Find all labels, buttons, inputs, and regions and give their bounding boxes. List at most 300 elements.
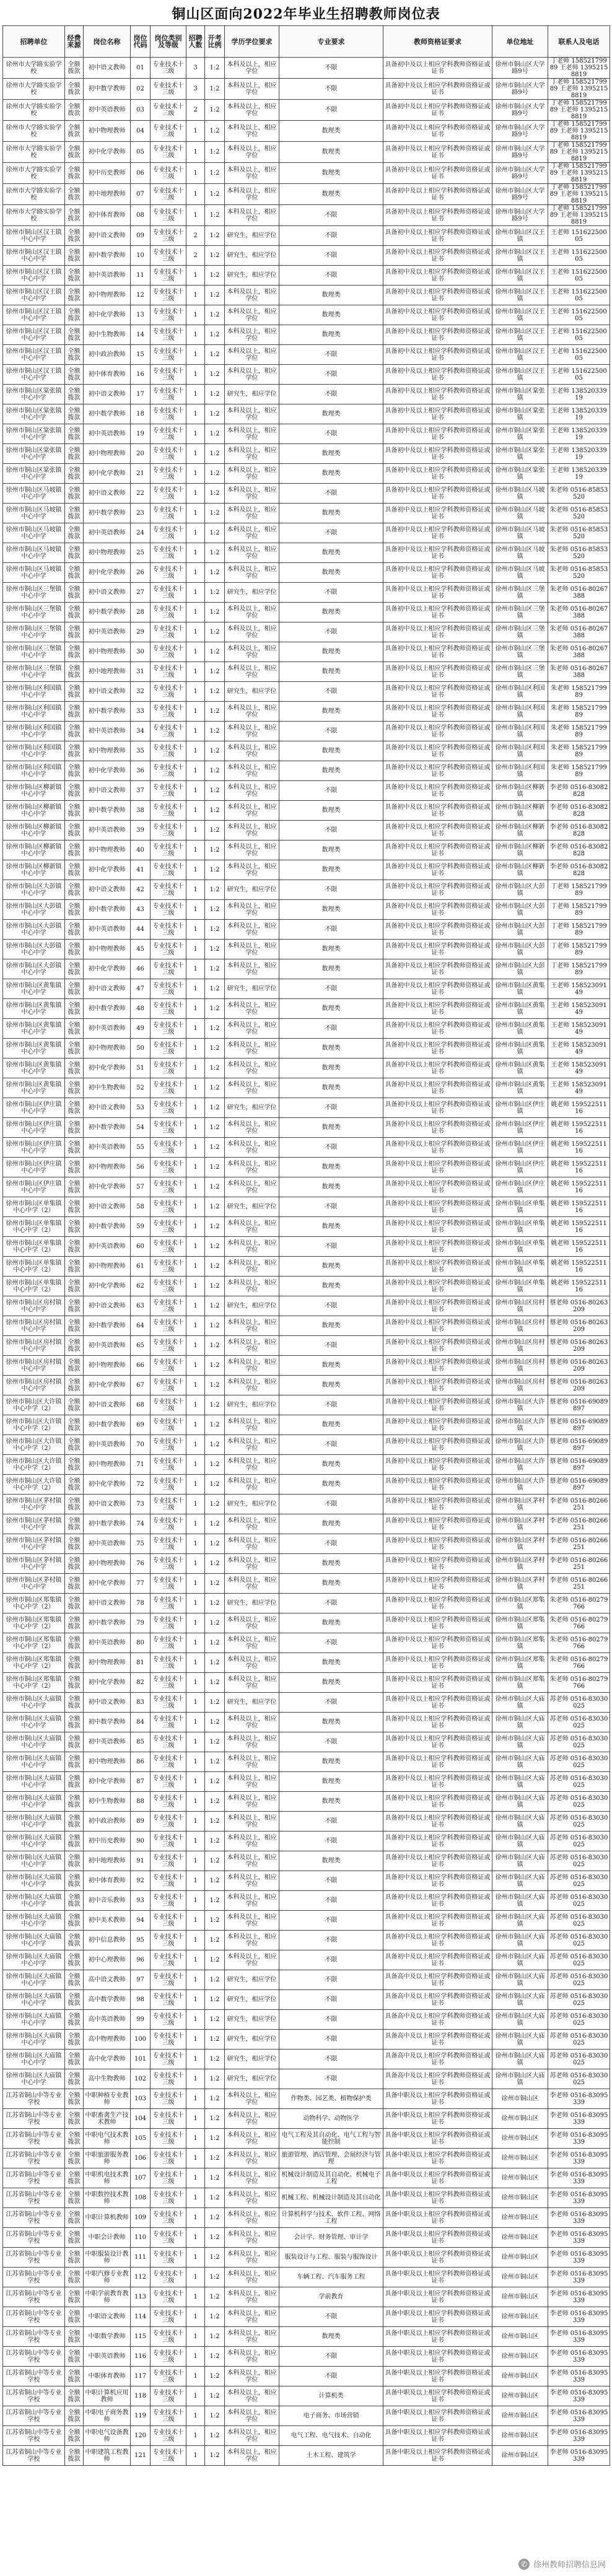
- table-cell: 24: [131, 523, 151, 543]
- table-cell: 具备初中及以上相应学科教师资格证或证书: [383, 1475, 492, 1495]
- table-cell: 07: [131, 184, 151, 205]
- table-cell: 专业技术十三级: [151, 2327, 186, 2347]
- table-cell: 11: [131, 266, 151, 286]
- table-cell: 57: [131, 1177, 151, 1197]
- table-cell: 王老师 15162250005: [548, 305, 610, 325]
- table-cell: 55: [131, 1138, 151, 1158]
- table-cell: 1: [186, 1950, 205, 1970]
- table-cell: 李老师 0516-83082828: [548, 781, 610, 801]
- table-cell: 1: [186, 821, 205, 840]
- table-row: [3, 2089, 610, 2109]
- table-cell: 初中数学教师: [84, 79, 131, 100]
- table-cell: 具备初中及以上相应学科教师资格证或证书: [383, 1851, 492, 1871]
- table-cell: 研究生，相应学位: [225, 1693, 279, 1713]
- table-cell: 初中数学教师: [84, 1613, 131, 1633]
- table-cell: 徐州市铜山区单集镇: [492, 1257, 548, 1277]
- table-cell: 116: [131, 2347, 151, 2367]
- table-cell: 徐州市铜山区郑集镇中心中学（2）: [3, 1594, 65, 1613]
- table-cell: 中职语文教师: [84, 2307, 131, 2327]
- table-cell: 1:2: [205, 58, 225, 79]
- table-cell: 具备初中及以上相应学科教师资格证或证书: [383, 1296, 492, 1316]
- positions-table: [2, 25, 610, 2466]
- table-cell: 全额拨款: [65, 2248, 84, 2268]
- table-cell: 徐州市铜山区茅村镇: [492, 1514, 548, 1534]
- table-cell: 1:2: [205, 2129, 225, 2149]
- table-cell: 全额拨款: [65, 2109, 84, 2129]
- table-cell: 初中物理教师: [84, 1158, 131, 1177]
- table-cell: 具备初中及以上相应学科教师资格证或证书: [383, 682, 492, 702]
- table-cell: 专业技术十三级: [151, 142, 186, 163]
- column-header: 招聘人数: [186, 26, 205, 58]
- table-cell: 1: [186, 781, 205, 801]
- table-cell: 徐州市铜山区大庙镇中心中学: [3, 1851, 65, 1871]
- table-cell: 具备初中及以上相应学科教师资格证或证书: [383, 1118, 492, 1138]
- table-cell: 全额拨款: [65, 246, 84, 266]
- table-cell: 不限: [279, 1197, 383, 1217]
- table-cell: 全额拨款: [65, 1118, 84, 1138]
- table-cell: 初中化学教师: [84, 1673, 131, 1693]
- table-cell: 丁老师 15852179989 王老师 13952158819: [548, 100, 610, 121]
- table-row: [3, 1673, 610, 1693]
- table-cell: 徐州市铜山区汉王镇中心中学: [3, 286, 65, 305]
- table-cell: 72: [131, 1475, 151, 1495]
- table-cell: 专业技术十三级: [151, 1713, 186, 1732]
- table-row: [3, 761, 610, 781]
- table-cell: 专业技术十三级: [151, 365, 186, 385]
- table-cell: 具备初中及以上相应学科教师资格证或证书: [383, 1871, 492, 1891]
- table-cell: 李老师 0516-83095339: [548, 2129, 610, 2149]
- column-header: 经费来源: [65, 26, 84, 58]
- table-cell: 专业技术十三级: [151, 1039, 186, 1059]
- table-cell: 全额拨款: [65, 642, 84, 662]
- table-cell: 不限: [279, 1693, 383, 1713]
- table-cell: 1: [186, 1752, 205, 1772]
- table-cell: 专业技术十三级: [151, 1832, 186, 1851]
- table-cell: 具备初中及以上相应学科教师资格证或证书: [383, 1415, 492, 1435]
- table-cell: 1:2: [205, 2228, 225, 2248]
- table-cell: 专业技术十三级: [151, 2010, 186, 2030]
- table-cell: 本科及以上，相应学位: [225, 2406, 279, 2426]
- table-cell: 徐州市铜山区汉王镇: [492, 226, 548, 246]
- table-cell: 初中数学教师: [84, 999, 131, 1019]
- table-cell: 徐州市铜山区: [492, 2347, 548, 2367]
- table-cell: 42: [131, 880, 151, 900]
- table-cell: 1: [186, 920, 205, 940]
- table-cell: 不限: [279, 880, 383, 900]
- table-cell: 专业技术十三级: [151, 305, 186, 325]
- table-cell: 专业技术十三级: [151, 900, 186, 920]
- table-cell: 研究生，相应学位: [225, 1970, 279, 1990]
- table-cell: 数理类: [279, 1316, 383, 1336]
- table-cell: 姚老师 15952251116: [548, 1257, 610, 1277]
- table-cell: 数理类: [279, 662, 383, 682]
- table-cell: 专业技术十三级: [151, 2168, 186, 2188]
- table-cell: 不限: [279, 345, 383, 365]
- table-cell: 徐州市铜山区大学路9号: [492, 58, 548, 79]
- table-cell: 专业技术十三级: [151, 266, 186, 286]
- table-cell: 徐州市铜山区单集镇: [492, 1197, 548, 1217]
- table-cell: 朱老师 0516-80267388: [548, 662, 610, 682]
- table-cell: 初中物理教师: [84, 642, 131, 662]
- table-cell: 具备初中及以上相应学科教师资格证或证书: [383, 940, 492, 959]
- table-cell: 苏老师 0516-83030025: [548, 1851, 610, 1871]
- table-cell: 苏老师 0516-83030025: [548, 1891, 610, 1911]
- table-cell: 徐州市铜山区大庙镇: [492, 1970, 548, 1990]
- table-cell: 数理类: [279, 741, 383, 761]
- table-cell: 全额拨款: [65, 2050, 84, 2069]
- table-cell: 徐州市铜山区大庙镇: [492, 2050, 548, 2069]
- table-cell: 徐州市铜山区: [492, 2367, 548, 2386]
- table-cell: 徐州市大学路实验学校: [3, 142, 65, 163]
- table-cell: 具备初中及以上相应学科教师资格证或证书: [383, 1277, 492, 1296]
- table-cell: 初中英语教师: [84, 821, 131, 840]
- table-cell: 初中语文教师: [84, 781, 131, 801]
- table-cell: 专业技术十三级: [151, 1455, 186, 1475]
- table-cell: 具备初中及以上相应学科教师资格证或证书: [383, 1197, 492, 1217]
- table-cell: 徐州市铜山区大庙镇中心中学: [3, 1871, 65, 1891]
- table-cell: 本科及以上，相应学位: [225, 1336, 279, 1356]
- table-cell: 全额拨款: [65, 959, 84, 979]
- table-cell: 中职计算机教师: [84, 2208, 131, 2228]
- table-cell: 研究生，相应学位: [225, 1296, 279, 1316]
- table-cell: 专业技术十三级: [151, 2347, 186, 2367]
- table-cell: 本科及以上，相应学位: [225, 662, 279, 682]
- table-row: [3, 1455, 610, 1475]
- table-cell: 徐州市铜山区大庙镇中心中学: [3, 1970, 65, 1990]
- table-cell: 专业技术十三级: [151, 821, 186, 840]
- table-cell: 1: [186, 325, 205, 345]
- table-cell: 15: [131, 345, 151, 365]
- table-cell: 徐州市铜山区马坡镇: [492, 484, 548, 504]
- table-cell: 全额拨款: [65, 1098, 84, 1118]
- table-cell: 江苏省铜山中等专业学校: [3, 2367, 65, 2386]
- table-cell: 初中化学教师: [84, 1772, 131, 1792]
- table-cell: 1: [186, 1059, 205, 1078]
- table-row: [3, 1078, 610, 1098]
- table-cell: 63: [131, 1296, 151, 1316]
- table-cell: 初中体育教师: [84, 365, 131, 385]
- table-cell: 具备中职及以上相应学科教师资格证或证书: [383, 2386, 492, 2406]
- table-cell: 本科及以上，相应学位: [225, 1514, 279, 1534]
- table-cell: 徐州市铜山区大许镇: [492, 1395, 548, 1415]
- table-cell: 全额拨款: [65, 1732, 84, 1752]
- table-cell: 具备初中及以上相应学科教师资格证或证书: [383, 523, 492, 543]
- table-cell: 1:2: [205, 543, 225, 563]
- table-cell: 专业技术十三级: [151, 1237, 186, 1257]
- table-cell: 1: [186, 1415, 205, 1435]
- table-row: [3, 1812, 610, 1832]
- table-cell: 初中历史教师: [84, 163, 131, 184]
- table-row: [3, 2268, 610, 2287]
- table-cell: 73: [131, 1495, 151, 1514]
- table-row: [3, 2188, 610, 2208]
- table-cell: 专业技术十三级: [151, 1950, 186, 1970]
- table-cell: 118: [131, 2386, 151, 2406]
- table-cell: 初中化学教师: [84, 1059, 131, 1078]
- table-cell: 具备初中及以上相应学科教师资格证或证书: [383, 484, 492, 504]
- table-cell: 徐州市铜山区房村镇: [492, 1296, 548, 1316]
- table-row: [3, 2109, 610, 2129]
- table-cell: 全额拨款: [65, 1395, 84, 1415]
- table-cell: 初中数学教师: [84, 1118, 131, 1138]
- table-cell: 本科及以上，相应学位: [225, 325, 279, 345]
- table-cell: 徐州市铜山区汉王镇: [492, 325, 548, 345]
- table-cell: 徐州市铜山区大庙镇: [492, 2010, 548, 2030]
- watermark: [518, 2558, 606, 2570]
- table-cell: 20: [131, 444, 151, 464]
- table-cell: 专业技术十三级: [151, 1475, 186, 1495]
- table-cell: 1: [186, 2208, 205, 2228]
- table-cell: 全额拨款: [65, 1376, 84, 1395]
- table-cell: 初中物理教师: [84, 1257, 131, 1277]
- table-row: [3, 1158, 610, 1177]
- table-cell: 研究生，相应学位: [225, 979, 279, 999]
- table-row: [3, 2347, 610, 2367]
- table-cell: 李老师 0516-83095339: [548, 2168, 610, 2188]
- table-row: [3, 266, 610, 286]
- table-cell: 1: [186, 1495, 205, 1514]
- table-cell: 本科及以上，相应学位: [225, 1613, 279, 1633]
- table-cell: 本科及以上，相应学位: [225, 781, 279, 801]
- table-cell: 全额拨款: [65, 1653, 84, 1673]
- table-cell: 1:2: [205, 722, 225, 741]
- table-cell: 82: [131, 1673, 151, 1693]
- table-row: [3, 286, 610, 305]
- table-cell: 1: [186, 1237, 205, 1257]
- table-cell: 86: [131, 1752, 151, 1772]
- table-cell: 1: [186, 1197, 205, 1217]
- table-cell: 徐州市铜山区大庙镇: [492, 1990, 548, 2010]
- table-cell: 徐州市铜山区大许镇中心中学（2）: [3, 1415, 65, 1435]
- table-cell: 06: [131, 163, 151, 184]
- table-cell: 专业技术十三级: [151, 920, 186, 940]
- table-cell: 26: [131, 563, 151, 583]
- table-cell: 徐州市铜山区: [492, 2149, 548, 2168]
- table-cell: 1:2: [205, 781, 225, 801]
- table-cell: 机械设计制造及其自动化、机械电子工程: [279, 2168, 383, 2188]
- table-cell: 84: [131, 1713, 151, 1732]
- table-cell: 初中物理教师: [84, 1356, 131, 1376]
- table-cell: 1:2: [205, 662, 225, 682]
- table-cell: 初中数学教师: [84, 801, 131, 821]
- table-cell: 1:2: [205, 100, 225, 121]
- table-cell: 具备初中及以上相应学科教师资格证或证书: [383, 424, 492, 444]
- table-cell: 初中物理教师: [84, 940, 131, 959]
- table-cell: 徐州市铜山区大许镇: [492, 1435, 548, 1455]
- table-cell: 数理类: [279, 1039, 383, 1059]
- table-cell: 1:2: [205, 1534, 225, 1554]
- table-cell: 徐州市铜山区大庙镇: [492, 2030, 548, 2050]
- table-cell: 朱老师 0516-85853520: [548, 504, 610, 523]
- table-cell: 专业技术十三级: [151, 1217, 186, 1237]
- table-row: [3, 622, 610, 642]
- table-cell: 1: [186, 1078, 205, 1098]
- table-cell: 不限: [279, 2030, 383, 2050]
- table-cell: 苏老师 0516-83030025: [548, 2010, 610, 2030]
- table-cell: 初中物理教师: [84, 840, 131, 860]
- table-cell: 106: [131, 2149, 151, 2168]
- table-cell: 全额拨款: [65, 801, 84, 821]
- table-cell: 37: [131, 781, 151, 801]
- table-cell: 1: [186, 2228, 205, 2248]
- table-cell: 专业技术十三级: [151, 2367, 186, 2386]
- table-cell: 1: [186, 2426, 205, 2446]
- table-cell: 徐州市铜山区三堡镇中心中学: [3, 642, 65, 662]
- table-cell: 苏老师 0516-83030025: [548, 2069, 610, 2089]
- table-cell: 不限: [279, 226, 383, 246]
- table-row: [3, 523, 610, 543]
- table-cell: 全额拨款: [65, 741, 84, 761]
- table-cell: 1: [186, 900, 205, 920]
- table-row: [3, 920, 610, 940]
- table-cell: 徐州市铜山区单集镇中心中学（2）: [3, 1257, 65, 1277]
- table-cell: 徐州市铜山区大庙镇中心中学: [3, 1713, 65, 1732]
- table-cell: 1: [186, 2109, 205, 2129]
- table-cell: 1:2: [205, 2406, 225, 2426]
- table-cell: 专业技术十三级: [151, 1554, 186, 1574]
- table-cell: 江苏省铜山中等专业学校: [3, 2228, 65, 2248]
- table-cell: 具备初中及以上相应学科教师资格证或证书: [383, 840, 492, 860]
- table-cell: 全额拨款: [65, 999, 84, 1019]
- table-cell: 专业技术十三级: [151, 385, 186, 404]
- table-cell: 李老师 0516-83082828: [548, 860, 610, 880]
- table-row: [3, 1713, 610, 1732]
- table-cell: 专业技术十三级: [151, 1990, 186, 2010]
- table-cell: 具备中职及以上相应学科教师资格证或证书: [383, 2367, 492, 2386]
- table-cell: 徐州市铜山区大许镇中心中学（2）: [3, 1455, 65, 1475]
- table-cell: 1: [186, 424, 205, 444]
- table-cell: 本科及以上，相应学位: [225, 940, 279, 959]
- table-cell: 蔡老师 0516-80263209: [548, 1336, 610, 1356]
- table-cell: 徐州市铜山区马坡镇: [492, 504, 548, 523]
- table-cell: 徐州市铜山区黄集镇: [492, 1039, 548, 1059]
- table-cell: 78: [131, 1594, 151, 1613]
- table-header: [3, 26, 610, 58]
- table-row: [3, 1316, 610, 1336]
- table-cell: 1:2: [205, 1851, 225, 1871]
- table-cell: 1:2: [205, 142, 225, 163]
- table-cell: 徐州市铜山区大彭镇: [492, 900, 548, 920]
- table-cell: 全额拨款: [65, 543, 84, 563]
- table-cell: 初中语文教师: [84, 1296, 131, 1316]
- table-cell: 本科及以上，相应学位: [225, 345, 279, 365]
- table-cell: 初中数学教师: [84, 246, 131, 266]
- table-cell: 数理类: [279, 444, 383, 464]
- table-cell: 专业技术十三级: [151, 1931, 186, 1950]
- table-cell: 本科及以上，相应学位: [225, 1792, 279, 1812]
- table-cell: 数理类: [279, 1158, 383, 1177]
- table-cell: 王老师 13852033919: [548, 404, 610, 424]
- table-cell: 不限: [279, 385, 383, 404]
- table-cell: 徐州市铜山区柳新镇: [492, 821, 548, 840]
- table-cell: 初中数学教师: [84, 1316, 131, 1336]
- table-cell: 专业技术十三级: [151, 444, 186, 464]
- table-cell: 专业技术十三级: [151, 662, 186, 682]
- table-cell: 专业技术十三级: [151, 2446, 186, 2466]
- table-cell: 服装设计与工程、服装与服饰设计: [279, 2248, 383, 2268]
- table-cell: 专业技术十三级: [151, 801, 186, 821]
- table-cell: 具备初中及以上相应学科教师资格证或证书: [383, 444, 492, 464]
- table-cell: 1:2: [205, 1415, 225, 1435]
- table-cell: 1:2: [205, 444, 225, 464]
- table-cell: 具备初中及以上相应学科教师资格证或证书: [383, 1495, 492, 1514]
- table-cell: 1:2: [205, 523, 225, 543]
- table-cell: 本科及以上，相应学位: [225, 1633, 279, 1653]
- table-cell: 徐州市铜山区大彭镇中心中学: [3, 880, 65, 900]
- table-cell: 徐州市铜山区: [492, 2307, 548, 2327]
- table-cell: 专业技术十三级: [151, 2287, 186, 2307]
- table-row: [3, 1495, 610, 1514]
- table-cell: 不限: [279, 1832, 383, 1851]
- table-cell: 数理类: [279, 286, 383, 305]
- table-cell: 全额拨款: [65, 1217, 84, 1237]
- table-cell: 徐州市铜山区大学路9号: [492, 142, 548, 163]
- table-cell: 徐州市铜山区棠张镇中心中学: [3, 424, 65, 444]
- table-cell: 本科及以上，相应学位: [225, 142, 279, 163]
- table-row: [3, 1554, 610, 1574]
- table-cell: 1:2: [205, 2248, 225, 2268]
- table-cell: 专业技术十三级: [151, 184, 186, 205]
- table-cell: 具备中职及以上相应学科教师资格证或证书: [383, 2188, 492, 2208]
- table-cell: 3: [186, 79, 205, 100]
- table-cell: 江苏省铜山中等专业学校: [3, 2307, 65, 2327]
- table-cell: 徐州市铜山区棠张镇: [492, 444, 548, 464]
- table-cell: 数理类: [279, 404, 383, 424]
- table-row: [3, 1059, 610, 1078]
- table-cell: 1: [186, 1574, 205, 1594]
- table-cell: 初中数学教师: [84, 504, 131, 523]
- table-cell: 03: [131, 100, 151, 121]
- table-row: [3, 563, 610, 583]
- page-title: 铜山区面向2022年毕业生招聘教师岗位表: [172, 6, 440, 22]
- table-cell: 专业技术十三级: [151, 424, 186, 444]
- table-cell: 专业技术十三级: [151, 404, 186, 424]
- table-cell: 1:2: [205, 2069, 225, 2089]
- table-cell: 蔡老师 0516-69089897: [548, 1475, 610, 1495]
- table-cell: 1: [186, 622, 205, 642]
- table-cell: 江苏省铜山中等专业学校: [3, 2268, 65, 2287]
- table-cell: 全额拨款: [65, 1495, 84, 1514]
- table-cell: 徐州市铜山区大学路9号: [492, 121, 548, 142]
- table-cell: 研究生，相应学位: [225, 1197, 279, 1217]
- table-cell: 全额拨款: [65, 1633, 84, 1653]
- table-cell: 1: [186, 1594, 205, 1613]
- table-cell: 1: [186, 543, 205, 563]
- table-cell: 徐州市铜山区马坡镇中心中学: [3, 543, 65, 563]
- watermark-text: 徐州教师招聘信息网: [533, 2560, 606, 2569]
- table-cell: 中职种植专业教师: [84, 2089, 131, 2109]
- table-cell: 数理类: [279, 121, 383, 142]
- table-cell: 1:2: [205, 1039, 225, 1059]
- table-cell: 1: [186, 1376, 205, 1395]
- table-cell: 江苏省铜山中等专业学校: [3, 2109, 65, 2129]
- table-cell: 1:2: [205, 1812, 225, 1832]
- table-cell: 不限: [279, 781, 383, 801]
- table-cell: 具备中职及以上相应学科教师资格证或证书: [383, 2208, 492, 2228]
- table-cell: 具备初中及以上相应学科教师资格证或证书: [383, 999, 492, 1019]
- table-row: [3, 484, 610, 504]
- table-cell: 徐州市铜山区郑集镇: [492, 1594, 548, 1613]
- table-cell: 不限: [279, 1891, 383, 1911]
- table-cell: 1: [186, 1158, 205, 1177]
- table-cell: 全额拨款: [65, 2208, 84, 2228]
- table-cell: 具备初中及以上相应学科教师资格证或证书: [383, 781, 492, 801]
- table-cell: 全额拨款: [65, 821, 84, 840]
- table-cell: 119: [131, 2406, 151, 2426]
- table-cell: 徐州市铜山区棠张镇中心中学: [3, 404, 65, 424]
- table-cell: 专业技术十三级: [151, 1296, 186, 1316]
- table-cell: 全额拨款: [65, 1257, 84, 1277]
